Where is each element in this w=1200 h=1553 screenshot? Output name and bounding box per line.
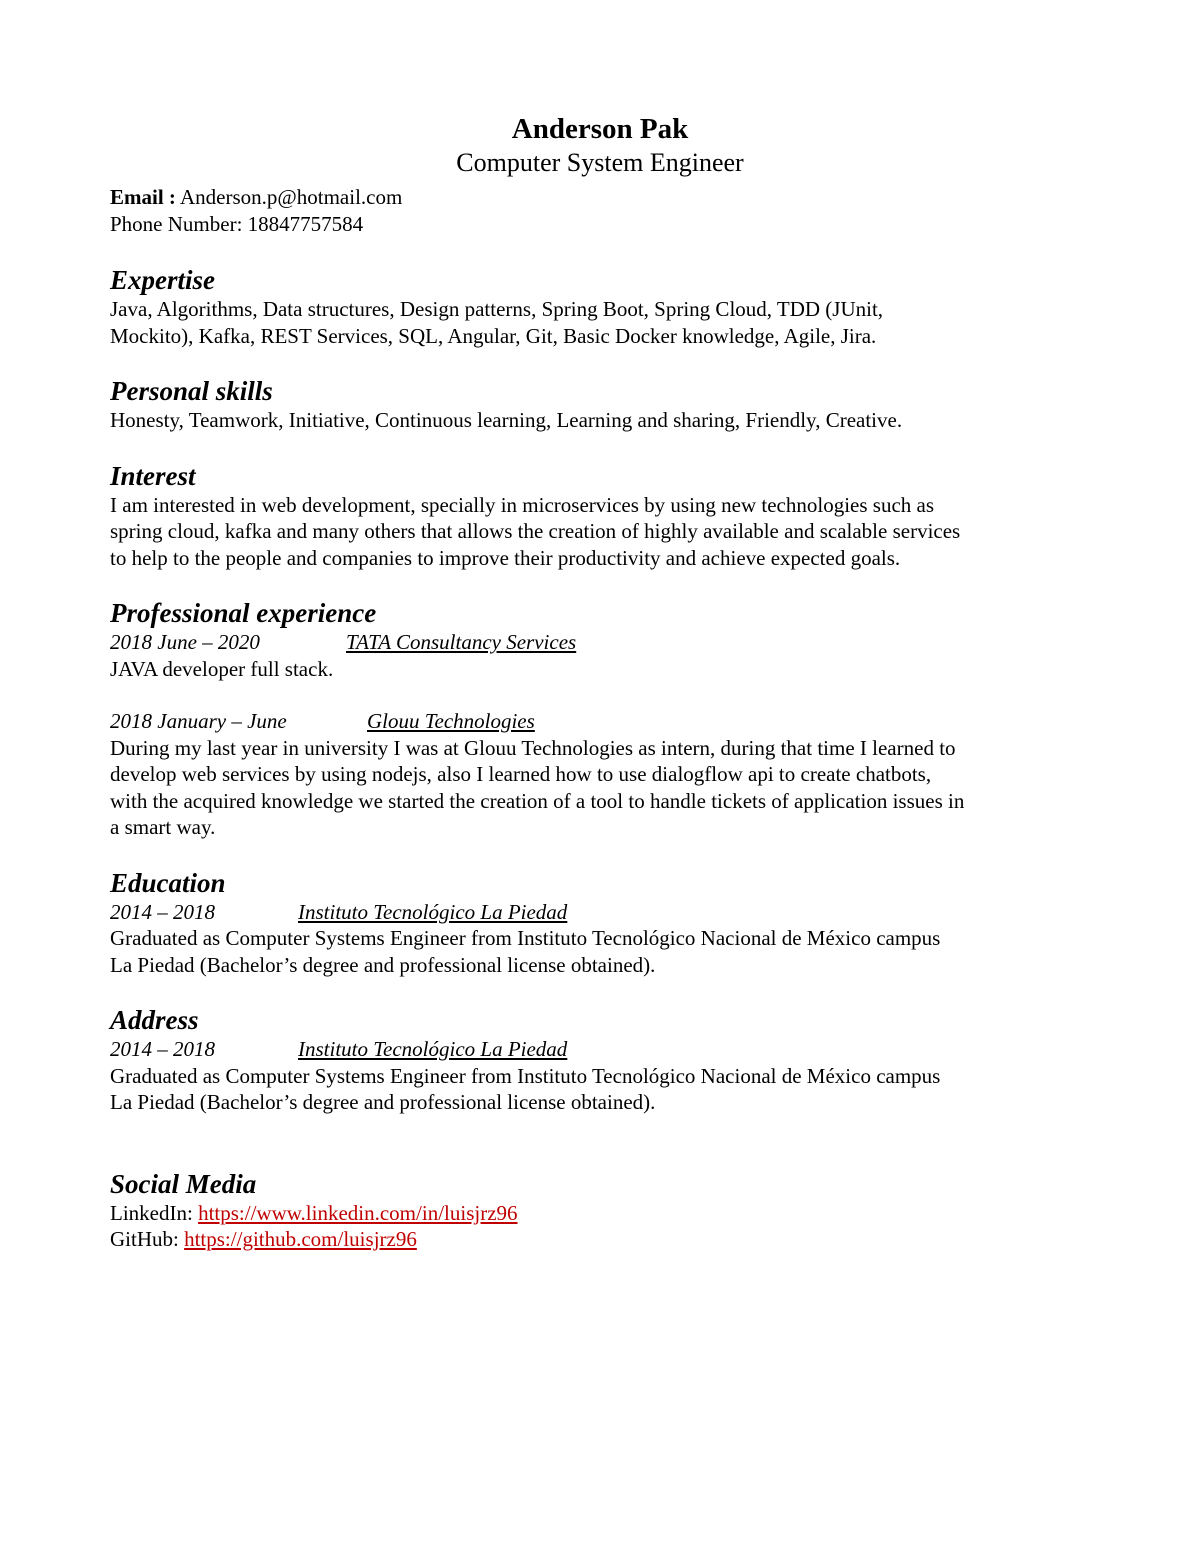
education-entry-header <box>110 899 1090 926</box>
interest-line: spring cloud, kafka and many others that allows the creation of highly available and scalable services <box>110 519 961 543</box>
spacer <box>110 434 1090 460</box>
address-description: Graduated as Computer Systems Engineer from Instituto Tecnológico Nacional de México campus <box>110 1063 941 1088</box>
email-label: Email : <box>110 185 176 209</box>
experience-entry-header <box>110 629 1090 656</box>
expertise-line: Mockito), Kafka, REST Services, SQL, Angular, Git, Basic Docker knowledge, Agile, Jira. <box>110 323 877 348</box>
linkedin-line <box>110 1200 1090 1227</box>
expertise-title: Expertise <box>110 265 215 295</box>
email-line <box>110 184 1090 211</box>
address-entry-header <box>110 1036 1090 1063</box>
phone-label: Phone Number: <box>110 211 243 236</box>
education-title: Education <box>110 867 226 898</box>
personal-skills-line: Honesty, Teamwork, Initiative, Continuous learning, Learning and sharing, Friendly, Creative. <box>110 408 903 432</box>
experience-org: Glouu Technologies <box>367 709 535 733</box>
expertise-section <box>110 264 1090 349</box>
interest-section <box>110 460 1090 572</box>
github-link[interactable]: https://github.com/luisjrz96 <box>184 1227 417 1251</box>
address-section <box>110 1004 1090 1116</box>
linkedin-label: LinkedIn: <box>110 1200 193 1225</box>
address-org: Instituto Tecnológico La Piedad <box>298 1037 568 1061</box>
spacer <box>110 841 1090 867</box>
social-media-title: Social Media <box>110 1168 257 1199</box>
education-org: Instituto Tecnológico La Piedad <box>298 899 568 924</box>
phone-value: 18847757584 <box>247 211 364 236</box>
experience-description: with the acquired knowledge we started the creation of a tool to handle tickets of application issues in <box>110 788 965 813</box>
experience-description: develop web services by using nodejs, also I learned how to use dialogflow api to create chatbots, <box>110 762 932 786</box>
spacer <box>110 1142 1090 1168</box>
interest-line: to help to the people and companies to improve their productivity and achieve expected goals. <box>110 545 901 570</box>
personal-skills-title: Personal skills <box>110 376 273 406</box>
spacer <box>110 978 1090 1004</box>
spacer <box>110 349 1090 375</box>
resume-page <box>110 112 1090 1253</box>
experience-description: a smart way. <box>110 815 216 839</box>
address-description: La Piedad (Bachelor’s degree and professional license obtained). <box>110 1090 656 1114</box>
expertise-line: Java, Algorithms, Data structures, Design patterns, Spring Boot, Spring Cloud, TDD (JUnit, <box>110 297 884 321</box>
address-title: Address <box>110 1005 199 1035</box>
github-label: GitHub: <box>110 1227 179 1251</box>
phone-line <box>110 211 1090 238</box>
experience-period: 2018 January – June <box>110 709 287 733</box>
linkedin-link[interactable]: https://www.linkedin.com/in/luisjrz96 <box>198 1200 518 1225</box>
experience-period: 2018 June – 2020 <box>110 630 260 654</box>
experience-title: Professional experience <box>110 598 377 628</box>
candidate-name: Anderson Pak <box>511 113 689 145</box>
education-description: Graduated as Computer Systems Engineer from Instituto Tecnológico Nacional de México campus <box>110 926 941 950</box>
spacer <box>110 682 1090 708</box>
spacer <box>110 237 1090 264</box>
education-description: La Piedad (Bachelor’s degree and professional license obtained). <box>110 952 656 977</box>
social-media-section <box>110 1168 1090 1253</box>
experience-description: During my last year in university I was at Glouu Technologies as intern, during that time I learned to <box>110 735 956 760</box>
experience-org: TATA Consultancy Services <box>346 630 577 654</box>
education-period: 2014 – 2018 <box>110 899 215 924</box>
address-period: 2014 – 2018 <box>110 1037 215 1061</box>
email-value: Anderson.p@hotmail.com <box>180 185 403 209</box>
interest-title: Interest <box>110 460 196 491</box>
experience-description: JAVA developer full stack. <box>110 656 334 681</box>
experience-entry-header <box>110 708 1090 735</box>
education-section <box>110 867 1090 979</box>
experience-section <box>110 597 1090 841</box>
spacer <box>110 571 1090 597</box>
candidate-role: Computer System Engineer <box>456 148 744 177</box>
spacer <box>110 1116 1090 1142</box>
interest-line: I am interested in web development, specially in microservices by using new technologies such as <box>110 492 935 517</box>
github-line <box>110 1226 1090 1253</box>
personal-skills-section <box>110 375 1090 434</box>
